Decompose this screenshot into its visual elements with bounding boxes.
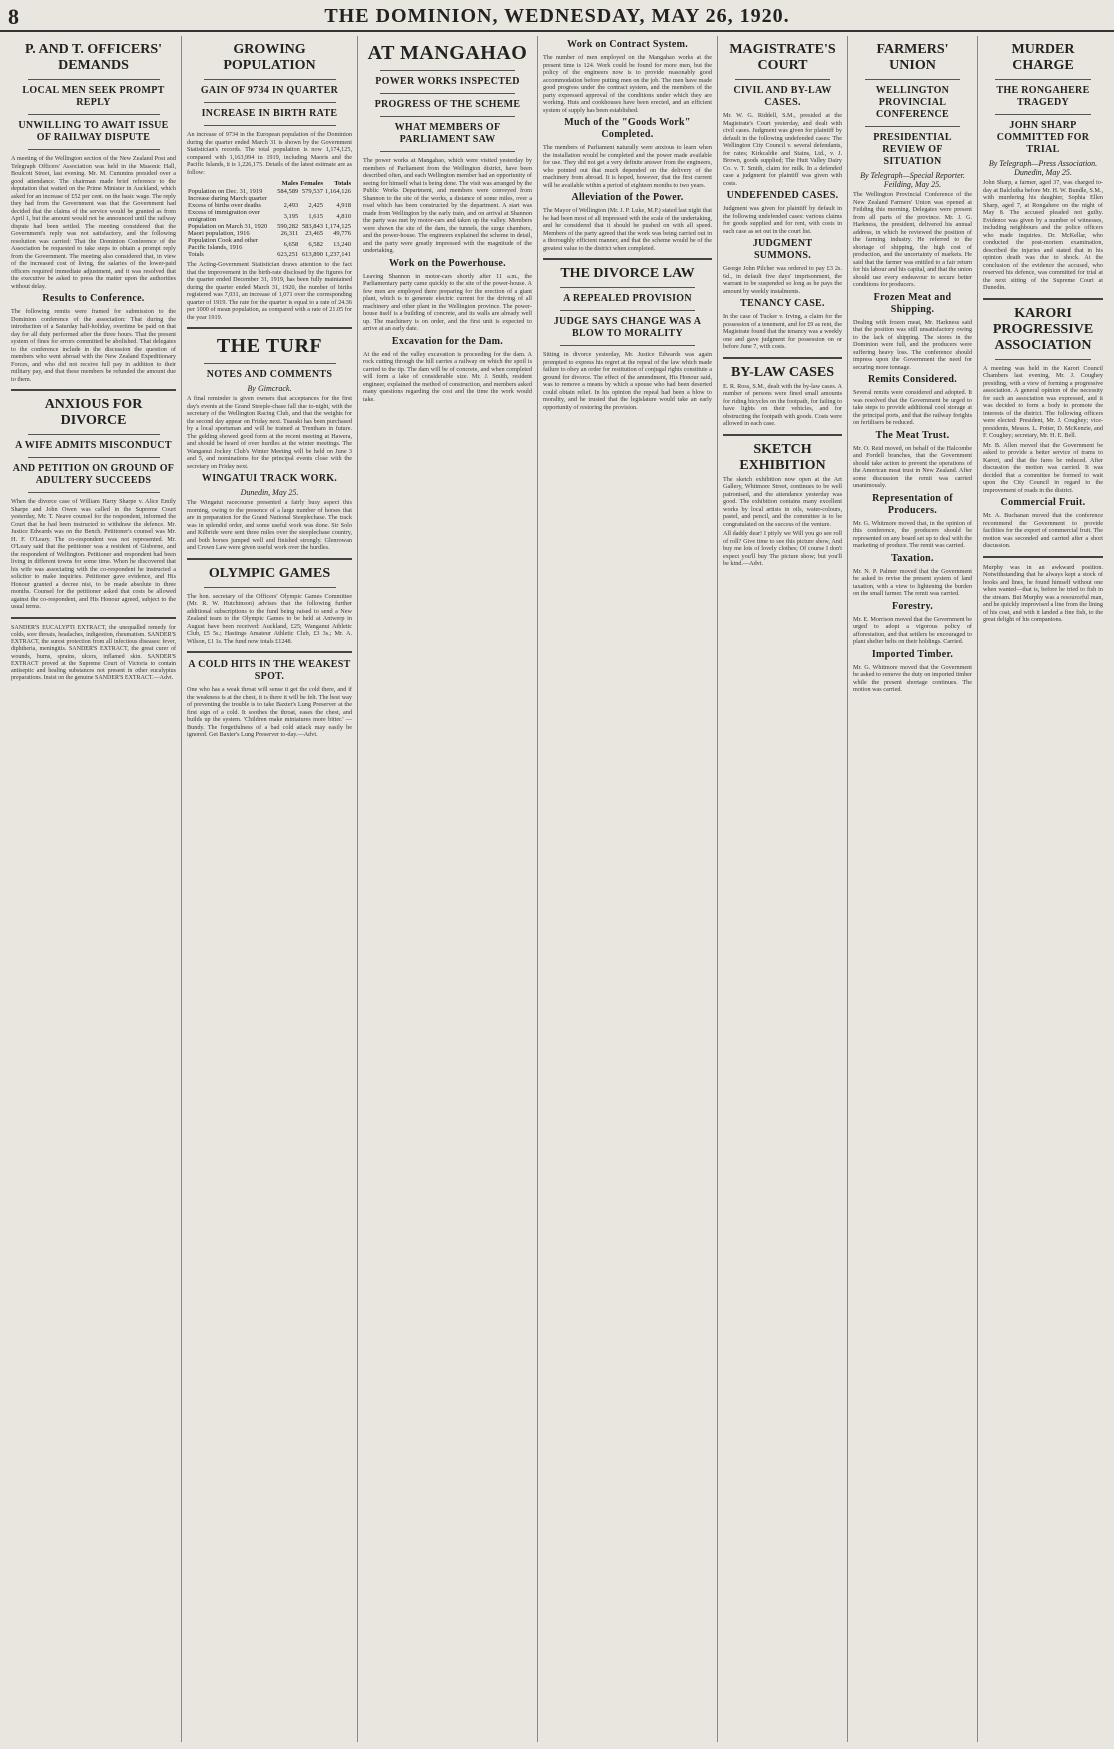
column-2 [182,36,358,1742]
table-cell: Population on March 31, 1920 [188,223,268,231]
deck-rongahere: THE RONGAHERE TRAGEDY [996,85,1090,109]
article-body: Mr. G. Whitmore moved that, in the opinion of this conference, the producers should be represented on any board set up to deal with the marketing of produce. The remit was carried. [853,519,972,550]
headline-cold-hits: A COLD HITS IN THE WEAKEST SPOT. [188,659,351,683]
subhead-results: Results to Conference. [42,293,145,305]
headline-sketch: SKETCH EXHIBITION [739,441,826,473]
article-body: The Mayor of Wellington (Mr. J. P. Luke, M.P.) stated last night that he had been most of all impressed with the scale of the undertaking, and he considered that it should be pushed on with all speed. Members of the party agreed that the work was being carried out in a thoroughly efficient manner, and that the scheme would be of the greatest value to the district when completed. [543,207,712,252]
headline-murder-charge: MURDER CHARGE [1011,42,1075,74]
deck-judge-says: JUDGE SAYS CHANGE WAS A BLOW TO MORALITY [553,316,702,340]
article-body: The Wingatui racecourse presented a fairly busy aspect this morning, owing to the presence of a large number of horses that are in preparation for the Grand National Steeplechase. The track was in splendid order, and some useful work was done. Sir Solo and Kilbride were sent three miles over the steeplechase country, and both horses jumped well and finished strongly. Glenrowan and Crown Law were given useful work over the hurdles. [187,499,352,552]
table-cell: 6,582 [308,240,323,248]
divider [187,558,352,560]
deck-birth-rate: INCREASE IN BIRTH RATE [201,108,338,120]
table-cell: 3,195 [283,212,299,220]
divider [380,151,515,152]
article-body: Mr. E. Morrison moved that the Government be urged to adopt a vigorous policy of afforestation, and that settlers be encouraged to plant shelter belts on their holdings. Carried. [853,615,972,646]
subhead-frozen-meat: Frozen Meat and Shipping. [873,291,952,315]
headline-bylaw: BY-LAW CASES [730,364,835,380]
table-cell: 1,164,126 [325,188,351,196]
table-cell: 4,918 [336,202,351,210]
subhead-tenancy: TENANCY CASE. [740,298,825,310]
divider [11,617,176,619]
deck-members-saw: WHAT MEMBERS OF PARLIAMENT SAW [394,122,501,145]
divider [11,389,176,391]
article-body: Several remits were considered and adopted. It was resolved that the Government be urged to take steps to provide additional cool storage at the principal ports, and that the railway freights on fertilisers be reduced. [853,389,972,427]
article-body: Mr. A. Buchanan moved that the conference recommend the Government to provide facilities for the export of commercial fruit. The motion was seconded and carried after a short discussion. [983,512,1103,550]
article-body: The power works at Mangahao, which were visited yesterday by members of Parliament from the Wellington district, have been described often, and each Wellington member had an opportunity of seeing for himself what is being done. The visit was arranged by the Public Works Department, and members were conveyed from Shannon to the site of the works, a distance of some miles, over a road which has been constructed by the department. A start was made from Wellington by the early train, and on arrival at Shannon the party was met by motor-cars and taken up the valley. Members were shown the site of the dam, the tunnels, the surge chambers, and the power-house. The engineers explained the scheme in detail, and the party were greatly impressed with the magnitude of the undertaking. [363,157,532,254]
subhead-powerhouse: Work on the Powerhouse. [389,257,506,269]
column-6 [848,36,978,1742]
page-number: 8 [8,4,19,29]
deck-repealed: A REPEALED PROVISION [563,293,692,305]
deck-notes: NOTES AND COMMENTS [206,369,333,381]
table-row [187,195,352,202]
article-body: Mr. N. P. Palmer moved that the Government be asked to revise the present system of land taxation, with a view to lightening the burden on the small farmer. The remit was carried. [853,567,972,598]
article-body: Mr. W. G. Riddell, S.M., presided at the Magistrate's Court yesterday, and dealt with civil cases. Judgment was given for plaintiff by default in the following undefended cases: The Wellington City Council v. several defendants, for rates; Kirkcaldie and Stains, Ltd., v. J. Brown, goods supplied; The Hutt Valley Dairy Co. v. T. Smith, claim for milk. In a defended case a judgment for plaintiff was given with costs. [723,112,842,187]
divider [995,79,1091,80]
deck-civil: CIVIL AND BY-LAW CASES. [733,85,832,109]
subhead-undefended: UNDEFENDED CASES. [726,190,839,202]
table-row [187,251,352,258]
divider [28,457,160,458]
table-cell: 4,810 [336,212,351,220]
divider [187,651,352,653]
deck-unwilling: UNWILLING TO AWAIT ISSUE OF RAILWAY DISPUTE [18,120,169,144]
subhead-commercial-fruit: Commercial Fruit. [1000,497,1086,509]
table-cell: 623,251 [277,251,299,259]
divider [204,102,336,103]
table-cell: 26,311 [280,230,299,238]
divider [204,79,336,80]
article-body: The following remits were framed for submission to the Dominion conference of the association: That during the introduction of a Saturday half-holiday, overtime be paid on that day for all duty performed after the three hours. That the present system of fines for errors committed be abolished. That delegates to the conference include in the discussion the question of members who went abroad with the New Zealand Expeditionary Forces, and who did not receive full pay in addition to their military pay, and that these members be refunded the amount due to them. [11,308,176,383]
column-1 [6,36,182,1742]
divider [560,345,695,346]
article-body: At the end of the valley excavation is proceeding for the dam. A rock cutting through the hill carries a railway on which the spoil is carried to the tip. The dam will be of concrete, and when completed will form a lake of considerable size. Mr. J. Smith, resident engineer, explained the method of construction, and members asked many questions regarding the cost and the time the work would take. [363,350,532,403]
table-cell: 6,658 [283,240,299,248]
table-header-cell: Females [300,180,323,188]
table-cell: Population Cook and other Pacific Islands, 1916 [188,237,258,252]
column-4 [538,36,718,1742]
divider [204,587,336,588]
divider [204,125,336,126]
divider [380,116,515,117]
divider [28,79,160,80]
table-row [187,237,352,251]
masthead [0,0,1114,32]
table-cell: 13,240 [333,240,351,248]
table-header-row [187,179,352,188]
column-3 [358,36,538,1742]
deck-progress: PROGRESS OF THE SCHEME [374,99,521,110]
subhead-wingatui: WINGATUI TRACK WORK. [201,473,338,485]
deck-power-works: POWER WORKS INSPECTED [375,76,520,87]
divider [543,258,712,260]
table-cell: Excess of births over deaths [188,202,261,210]
divider [865,126,960,127]
deck-petition: AND PETITION ON GROUND OF ADULTERY SUCCEEDS [12,463,175,487]
divider [995,359,1091,360]
divider [28,434,160,435]
byline: By Gimcrack. [247,384,292,394]
article-body: The Acting-Government Statistician draws attention to the fact that the improvement in the birth-rate disclosed by the figures for the quarter ended December 31, 1919, has been fully maintained during the quarter ended March 31, 1920, the number of births registered was 7,031, an increase of 1,071 over the corresponding quarter of 1919. The rate for the quarter is equal to a rate of 24.36 per 1000 of mean population, as compared with a rate of 21.05 for the year 1919. [187,261,352,321]
divider [995,114,1091,115]
deck-gain: GAIN OF 9734 IN QUARTER [200,85,339,97]
column-7 [978,36,1108,1742]
divider [380,70,515,71]
deck-wife-admits: A WIFE ADMITS MISCONDUCT [15,440,172,452]
divider [723,357,842,359]
article-body: Dealing with frozen meat, Mr. Harkness said that the position was still unsatisfactory owing to the lack of shipping. The stores in the Dominion were full, and the producers were suffering heavy loss. The conference should impress upon the Government the need for securing more tonnage. [853,318,972,371]
subhead-imported-timber: Imported Timber. [871,648,954,660]
table-cell: Excess of immigration over emigration [188,209,261,224]
advertisement: Murphy was in an awkward position. Notwithstanding that he always kept a stock of hooks and lines, he found himself without one when wanted—that is, before he tried to fish in the stream. But Murphy was a resourceful man, and he quickly improvised a line from the lining of his coat, and with it landed a fine fish, to the great delight of his companions. [983,563,1103,624]
table-cell: 584,589 [277,188,299,196]
table-cell: Totals [188,251,204,259]
subhead-alleviation: Alleviation of the Power. [571,192,684,203]
article-body: The members of Parliament naturally were anxious to learn when the installation would be completed and the power made available for use. They did not get a very definite answer from the engineers, who pointed out that much depended on the delivery of the machinery from abroad. It is hoped, however, that the first current will be available within a period of eighteen months to two years. [543,144,712,189]
article-body: John Sharp, a farmer, aged 37, was charged to-day at Balclutha before Mr. H. W. Bundle, S.M., with murdering his daughter, Sophia Ellen Sharp, aged 7, at Rongahere on the night of May 8. The accused pleaded not guilty. Evidence was given by a number of witnesses, including neighbours and the police officers who made inquiries. Dr. McKellar, who conducted the post-mortem examination, described the injuries and stated that in his opinion death was due to shock. At the conclusion of the evidence the accused, who reserved his defence, was committed for trial at the next sitting of the Supreme Court at Dunedin. [983,179,1103,292]
article-body: E. R. Ross, S.M., dealt with the by-law cases. A number of persons were fined small amounts for riding bicycles on the footpath, for failing to have lights on their vehicles, and for obstructing the footpath with goods. Costs were allowed in each case. [723,382,842,428]
article-body: Mr. O. Reid moved, on behalf of the Halcombe and Fordell branches, that the Government should take action to prevent the operations of the American meat trust in New Zealand. After some discussion the remit was carried unanimously. [853,444,972,490]
divider [560,310,695,311]
table-body [187,188,352,258]
table-cell [276,195,299,202]
subhead-forestry: Forestry. [891,600,934,612]
article-body: When the divorce case of William Harry Sharpe v. Alice Emily Sharpe and John Owen was called in the Supreme Court yesterday, Mr. T. Neave counsel for the respondent, informed the Court that he had been instructed to withdraw the defence. Mr. Justice Edwards was on the Bench. Petitioner's counsel was Mr. H. F. O'Leary. The co-respondent was not represented. Mr. O'Leary said that the petitioner was a resident of Gisborne, and the respondent of Wellington. Petitioner and respondent had been living in different towns for some time. When he discovered that his wife was associating with the co-respondent he instructed a solicitor to make inquiries. Petitioner gave evidence, and His Honour granted a decree nisi, to be made absolute in three months. Counsel for the petitioner asked that costs be allowed against the co-respondent, and His Honour agreed, subject to the usual terms. [11,498,176,611]
article-body: A final reminder is given owners that acceptances for the first day's events at the Grand Steeple-chase fall due to-night, with the secretary of the Wellington Racing Club, and that the weights for the second day appear on Friday next. Tuaraki has been purchased by a local sportsman and will be trained at Trentham in future. The gelding showed good form at the recent meeting at Hawera, and should be heard of over hurdles at the winter meetings. The Wanganui Jockey Club's Winter Meeting will be held on June 3 and 5, and nominations for the principal events close with the secretary on Friday next. [187,395,352,470]
headline-divorce-law: THE DIVORCE LAW [560,266,695,281]
headline-growing-population: GROWING POPULATION [223,42,316,74]
table-cell: 579,537 [301,188,323,196]
article-body: An increase of 9734 in the European population of the Dominion during the quarter ended March 31 is shown by the Government Statistician's records. The total population is now 1,174,125, compared with 1,163,994 in 1919, including Maoris and the Pacific Islands, it is 1,226,175. Details of the latest estimate are as follow: [187,131,352,176]
article-body: In the case of Tucker v. Irving, a claim for the possession of a tenement, and for £9 as rent, the Magistrate found that the tenancy was a weekly one and gave judgment for possession on or before June 7, with costs. [723,313,842,351]
table-cell: Population on Dec. 31, 1919 [188,188,263,196]
divider [28,492,160,493]
divider [380,93,515,94]
deck-committed: JOHN SHARP COMMITTED FOR TRIAL [996,120,1090,156]
table-cell: Increase during March quarter [188,195,267,203]
byline: By Telegraph—Press Association. Dunedin, May 25. [988,159,1098,178]
table-cell: 613,890 [301,251,323,259]
table-cell: 583,843 [301,223,323,231]
table-header-cell: Totals [334,180,351,188]
table-cell: 1,615 [308,212,323,220]
divider [723,434,842,436]
article-body: Leaving Shannon in motor-cars shortly after 11 a.m., the Parliamentary party came quickly to the site of the power-house. A few men are employed there preparing for the erection of a giant plant, which is to generate electric current for the driving of all machinery and other plant in the Wellington province. The power-house itself is a building of concrete, and its walls are already well up. The machinery is on order, and the first unit is expected to arrive at an early date. [363,272,532,332]
divider [560,287,695,288]
divider [187,327,352,329]
subhead-representation: Representation of Producers. [872,492,953,516]
table-row [187,209,352,223]
article-body: Sitting in divorce yesterday, Mr. Justice Edwards was again prompted to express his regret at the repeal of the law which made failure to obey an order for restitution of conjugal rights constitute a ground for divorce. The effect of the amendment, His Honour said, was to remove a means by which a spouse who had been deserted could obtain relief. In his opinion the repeal had been a blow to morality, and he trusted that the legislature would take an early opportunity of restoring the provision. [543,351,712,411]
article-body: A meeting of the Wellington section of the New Zealand Post and Telegraph Officers' Association was held in the Masonic Hall, Boulcott Street, last evening. Mr. M. Cummins presided over a good attendance. The chairman made brief reference to the deputation that waited on the Prime Minister in Auckland, which asked for an increase of £52 per cent. on the basic wage. The reply they had from the Government was that the Government had decided that the claims of the service would be granted as from April 1, but the amount would not be announced until the railway dispute had been settled. The meeting considered that the Government's reply was not satisfactory, and the following resolution was carried: That the Dominion Conference of the Association be requested to take steps to obtain a prompt reply from the Government. The meeting also considered that, in view of the increased cost of living, the salaries of the lower-paid officers required immediate adjustment, and it was resolved that the executive be asked to press the matter upon the authorities without delay. [11,155,176,290]
table-row [187,223,352,230]
subhead-goods-work: Much of the "Goods Work" Completed. [564,117,691,140]
headline-turf: THE TURF [216,335,323,358]
table-row [187,188,352,195]
advertisement: One who has a weak throat will sense it get the cold there, and if the weakness is at the chest, it is there it will be felt. The best way of preventing the trouble is to take Baxter's Lung Preserver at the first sign of a cold. It soothes the throat, eases the chest, and builds up the system. 'Children make miniatures more bitter.' —Bundy. The forgetfulness of a bad cold attack may easily be ignored. Get Baxter's Lung Preserver to-day.—Advt. [187,686,352,739]
divider [28,149,160,150]
article-body: The Wellington Provincial Conference of the New Zealand Farmers' Union was opened at Feilding this morning. Delegates were present from all parts of the province. Mr. J. G. Harkness, the president, delivered his annual address, in which he reviewed the position of the farming industry. He referred to the shortage of shipping, the high cost of production, and the uncertainty of markets. He said that the farmer was entitled to a fair return for his labour and his capital, and that the union should use every endeavour to secure better conditions for producers. [853,191,972,289]
deck-presidential: PRESIDENTIAL REVIEW OF SITUATION [873,132,952,168]
divider [983,556,1103,558]
headline-pt-officers: P. AND T. OFFICERS' DEMANDS [24,42,163,74]
article-body: Mr. G. Whitmore moved that the Government be asked to remove the duty on imported timber while the present shortage continues. The motion was carried. [853,663,972,694]
dateline: Dunedin, May 25. [240,488,299,498]
headline-mangahao: AT MANGAHAO [367,42,528,64]
page-columns [6,36,1108,1742]
article-body: The hon. secretary of the Officers' Olympic Games Committee (Mr. R. W. Hutchinson) advises that the following further additional subscriptions to the fund being raised to send a New Zealand team to the Olympic Games to be held at Antwerp in August have been received: Auckland, £25; Wanganui Athletic Club, £5 5s.; Hastings Amateur Athletic Club, £3 3s.; Mr. A. Wilson, £1 1s. The fund now totals £1248. [187,592,352,645]
advertisement: SANDER'S EUCALYPTI EXTRACT, the unequalled remedy for colds, sore throats, headaches, indigestion, rheumatism. SANDER'S EXTRACT, the surest protection from all infectious diseases: fever, diphtheria, meningitis. SANDER'S EXTRACT, the great curer of wounds, burns, sprains, ulcers, inflamed skin. SANDER'S EXTRACT proved at the Supreme Court of Victoria to contain antiseptic and healing substances not present in other eucalyptus preparations. Insist on the genuine SANDER'S EXTRACT.—Advt. [11,624,176,682]
headline-olympic: OLYMPIC GAMES [208,565,331,581]
table-cell: 49,776 [333,230,351,238]
population-table [187,179,352,258]
subhead-meat-trust: The Meat Trust. [875,429,950,441]
table-cell [299,195,324,202]
subhead-taxation: Taxation. [891,552,934,564]
subhead-contract: Work on Contract System. [566,39,689,50]
table-cell: Maori population, 1916 [188,230,250,238]
column-5 [718,36,848,1742]
newspaper-title: THE DOMINION, WEDNESDAY, MAY 26, 1920. [324,5,790,27]
divider [865,79,960,80]
table-cell: 1,237,141 [325,251,351,259]
table-cell: 2,425 [308,202,323,210]
article-body: Judgment was given for plaintiff by default in the following undefended cases: various claims for goods supplied and for rent, with costs in each case as set out in the court list. [723,205,842,235]
article-body: The sketch exhibition now open at the Art Gallery, Whitmore Street, continues to be well patronised, and the attendance yesterday was good. The exhibition contains many excellent works by local artists in oils, water-colours, pastel, and pencil, and the committee is to be congratulated on the success of the venture. [723,475,842,528]
divider [204,363,336,364]
headline-karori: KARORI PROGRESSIVE ASSOCIATION [992,305,1094,353]
divider [28,114,160,115]
article-body: George John Pilcher was ordered to pay £3 2s. 6d., in default five days' imprisonment, the warrant to be suspended so long as he pays the amount by weekly instalments. [723,265,842,295]
byline: By Telegraph—Special Reporter. Feilding, May 25. [860,171,965,190]
advertisement: All daddy dear! I pityly we Will you go see roll of roll? Give time to see this picture show, And buy me lots of lovely clothes; Of course I don't expect you'll buy The picture show; but you'll be kind.—Advt. [723,530,842,568]
table-header-cell [187,179,276,188]
headline-magistrates-court: MAGISTRATE'S COURT [729,42,836,74]
table-cell: 1,174,125 [325,223,351,231]
divider [983,298,1103,300]
article-body: A meeting was held in the Karori Council Chambers last evening, Mr. J. Coughey presiding, with a view of forming a progressive association. A general opinion of the necessity for such an association was expressed, and it was decided to form a body to promote the interests of the district. The following officers were elected: President, Mr. J. Coughey; vice-presidents, Messrs. L. Potter, D. McKenzie, and F. Coughey; secretary, Mr. H. E. Bell. [983,364,1103,440]
table-cell: 23,465 [305,230,323,238]
subhead-remits: Remits Considered. [867,374,958,386]
headline-anxious-divorce: ANXIOUS FOR DIVORCE [44,397,143,429]
deck-local-men: LOCAL MEN SEEK PROMPT REPLY [22,85,165,109]
subhead-judgment: JUDGMENT SUMMONS. [752,238,813,262]
article-body: The number of men employed on the Mangahao works at the present time is 124. Work could be found for more men, but the policy of the engineers now is to provide reasonably good accommodation before putting men on the job. The men have made good progress under the contract system, and the members of the party expressed approval of the conditions under which they are working. Huts and cookhouses have been erected, and an efficient system of supply has been established. [543,54,712,114]
table-cell [324,195,352,202]
table-cell: 2,493 [283,202,299,210]
article-body: Mr. B. Allen moved that the Government be asked to provide a better service of trams to Karori, and that the fares be reduced. After discussion the motion was carried. It was decided that a committee be formed to wait upon the City Council in regard to the improvement of roads in the district. [983,441,1103,494]
table-cell: 590,282 [277,223,299,231]
deck-conference: WELLINGTON PROVINCIAL CONFERENCE [875,85,950,121]
table-row [187,202,352,209]
table-header-cell: Males [281,180,299,188]
table-row [187,230,352,237]
divider [735,79,830,80]
subhead-excavation: Excavation for the Dam. [391,335,504,347]
headline-farmers-union: FARMERS' UNION [876,42,949,74]
